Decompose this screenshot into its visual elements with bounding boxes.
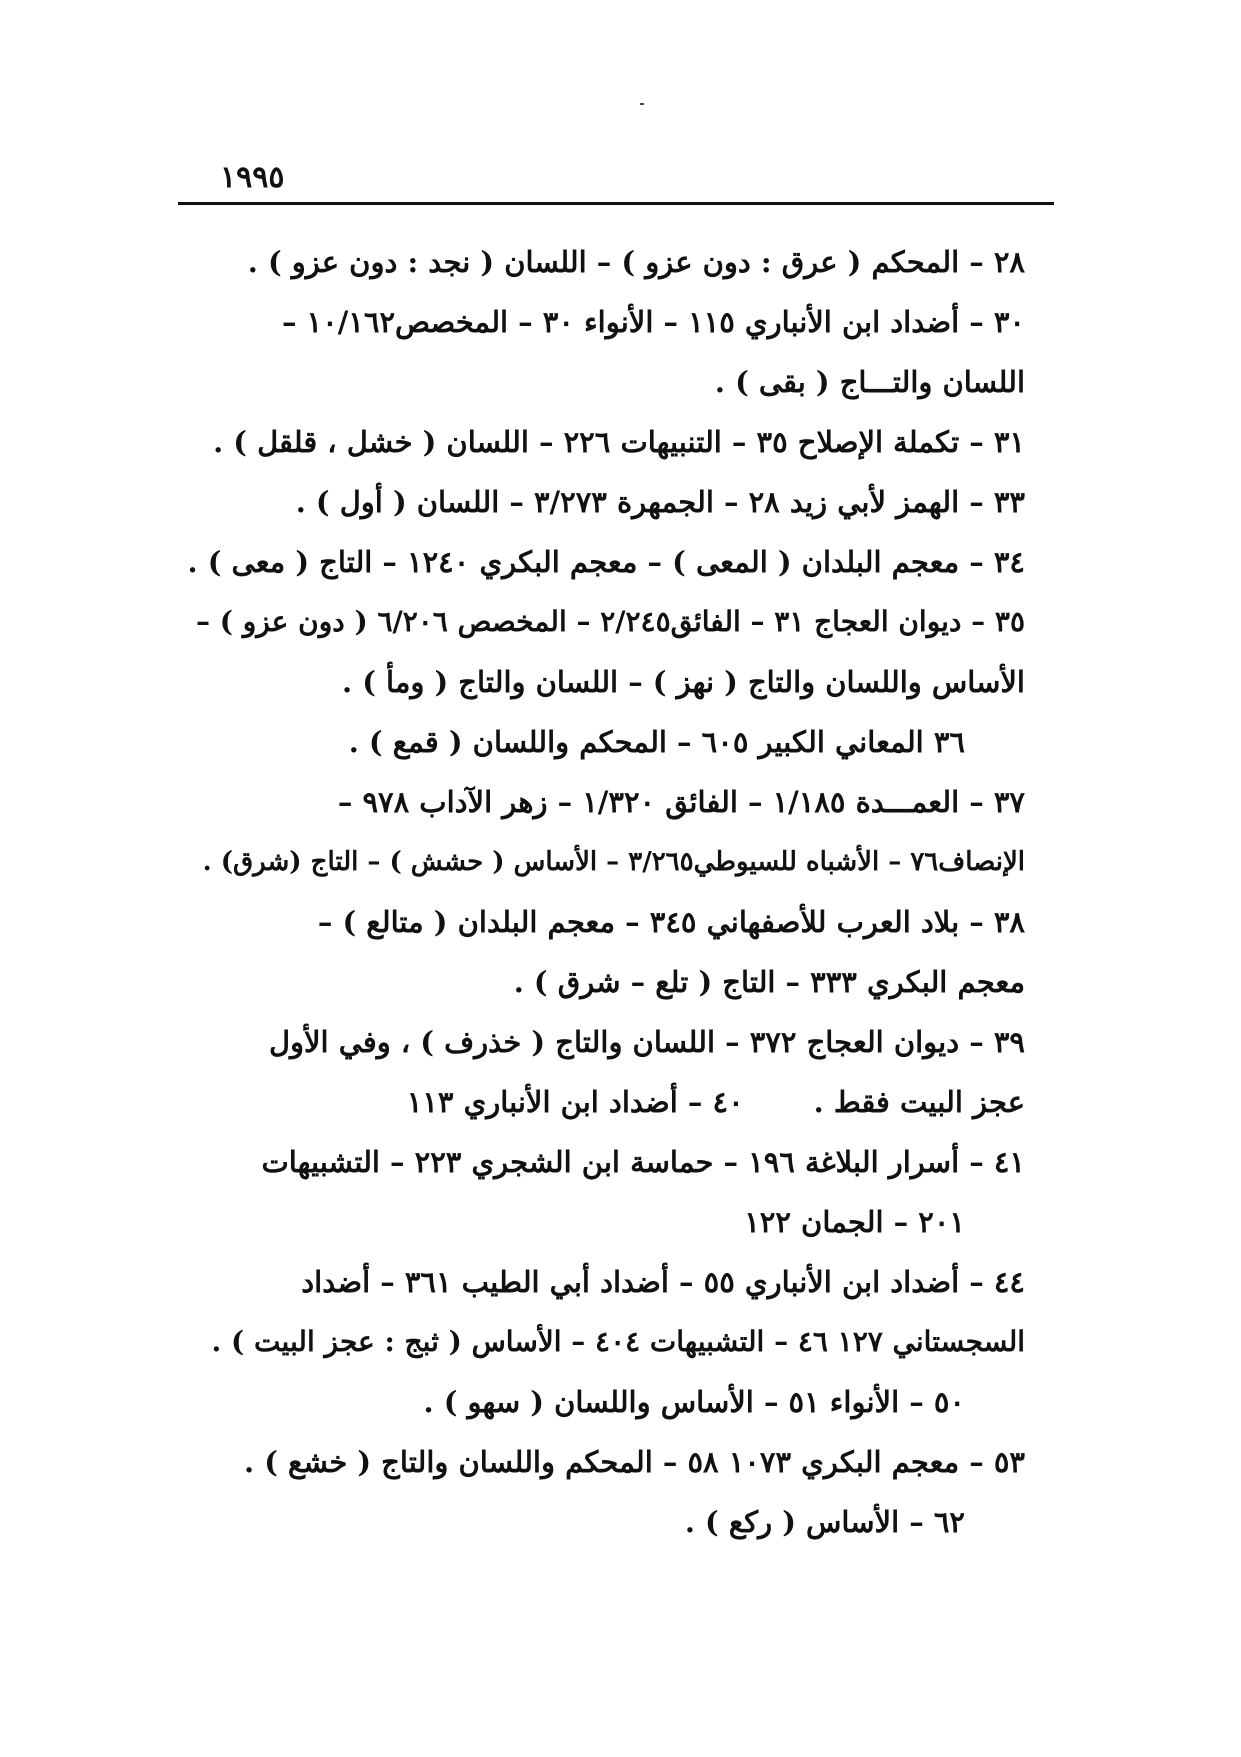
note-continuation: اللسان والتـــاج ( بقى ) .	[714, 365, 1025, 399]
note-continuation: السجستاني ١٢٧ ٤٦ – التشبيهات ٤٠٤ – الأساس ( ثبج : عجز البيت ) .	[211, 1325, 1025, 1358]
header-rule	[178, 202, 1054, 205]
note-line: ٣٩ – ديوان العجاج ٣٧٢ – اللسان والتاج ( خذرف ) ، وفي الأول	[268, 1025, 1025, 1059]
note-line: ٤٤ – أضداد ابن الأنباري ٥٥ – أضداد أبي الطيب ٣٦١ – أضداد	[301, 1265, 1025, 1299]
note-continuation	[185, 1072, 1025, 1132]
note-continuation: الأساس واللسان والتاج ( نهز ) – اللسان والتاج ( ومأ ) .	[342, 665, 1025, 699]
note-line: ٤١ – أسرار البلاغة ١٩٦ – حماسة ابن الشجري ٢٢٣ – التشبيهات	[261, 1145, 1025, 1179]
note-continuation: ٢٠١ – الجمان ١٢٢	[744, 1205, 965, 1239]
note-line: ٢٨ – المحكم ( عرق : دون عزو ) – اللسان ( نجد : دون عزو ) .	[247, 245, 1025, 279]
note-line: ٣١ – تكملة الإصلاح ٣٥ – التنبيهات ٢٢٦ – اللسان ( خشل ، قلقل ) .	[213, 425, 1025, 459]
note-continuation: الإنصاف٧٦ – الأشباه للسيوطي٣/٢٦٥ – الأساس ( حشش ) – التاج (شرق) .	[202, 847, 1025, 877]
note-line: ٦٢ – الأساس ( ركع ) .	[684, 1505, 965, 1539]
footnotes	[185, 232, 1025, 1552]
note-line: ٣٠ – أضداد ابن الأنباري ١١٥ – الأنواء ٣٠ – المخصص١٠/١٦٢ –	[281, 305, 1025, 339]
note-line: ٣٨ – بلاد العرب للأصفهاني ٣٤٥ – معجم البلدان ( متالع ) –	[317, 905, 1025, 939]
page-number: ١٩٩٥	[220, 160, 285, 195]
note-line: ٣٧ – العمـــدة ١/١٨٥ – الفائق ١/٣٢٠ – زهر الآداب ٩٧٨ –	[337, 785, 1025, 819]
note-line: ٣٥ – ديوان العجاج ٣١ – الفائق٢/٢٤٥ – المخصص ٦/٢٠٦ ( دون عزو ) –	[195, 605, 1025, 638]
note-line: ٥٣ – معجم البكري ١٠٧٣ ٥٨ – المحكم واللسان والتاج ( خشع ) .	[244, 1445, 1025, 1479]
note-continuation: معجم البكري ٣٣٣ – التاج ( تلع – شرق ) .	[513, 965, 1025, 999]
note-line: ٥٠ – الأنواء ٥١ – الأساس واللسان ( سهو ) .	[423, 1385, 965, 1419]
note-line: ٣٤ – معجم البلدان ( المعى ) – معجم البكري ١٢٤٠ – التاج ( معى ) .	[187, 545, 1025, 579]
page-dot	[640, 103, 644, 105]
note-line: ٣٣ – الهمز لأبي زيد ٢٨ – الجمهرة ٣/٢٧٣ – اللسان ( أول ) .	[295, 485, 1025, 519]
note-line: ٣٦ المعاني الكبير ٦٠٥ – المحكم واللسان ( قمع ) .	[348, 725, 965, 759]
note-continuation-text: عجز البيت فقط .	[813, 1085, 1025, 1119]
note-inline-entry: ٤٠ – أضداد ابن الأنباري ١١٣	[406, 1085, 744, 1119]
